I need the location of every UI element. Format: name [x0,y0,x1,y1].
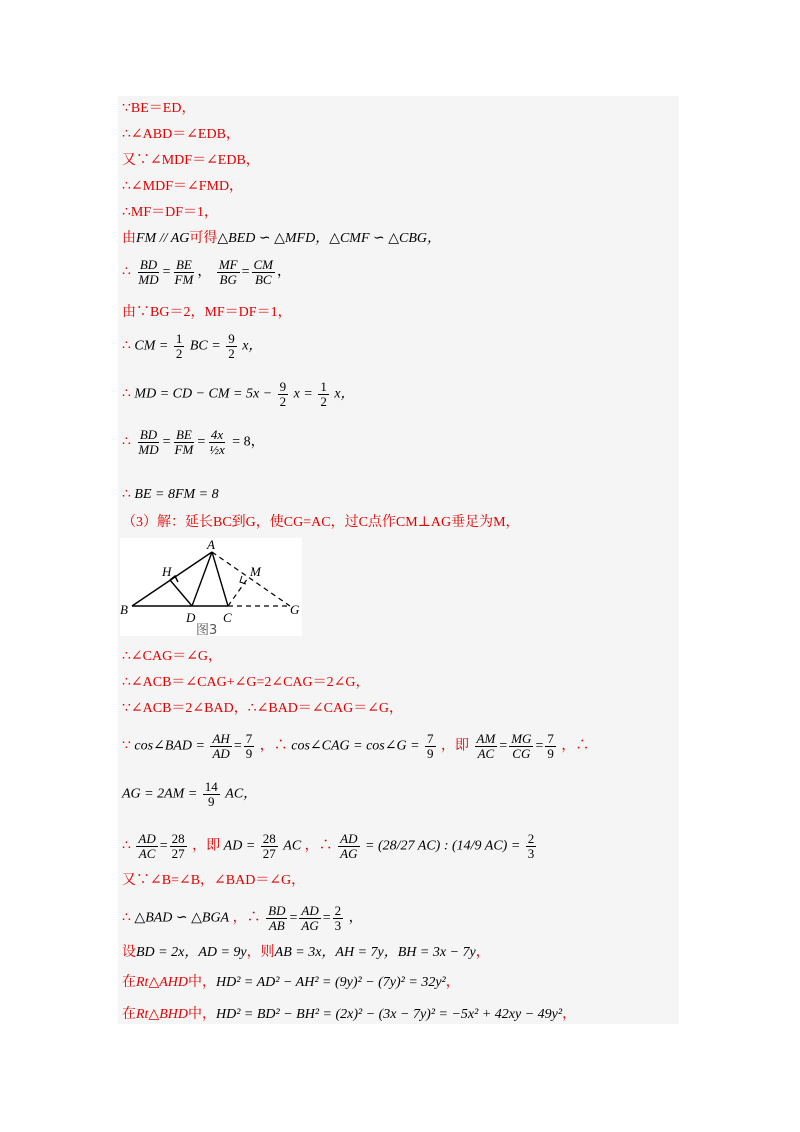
denominator: 3 [527,846,535,861]
fraction [333,904,344,933]
denominator: BC [254,272,272,287]
denominator: 27 [171,846,185,861]
expr: = 8， [232,434,265,450]
line-2: ∴∠ABD＝∠EDB， [122,127,240,142]
fraction [173,428,196,457]
denominator: AG [340,846,358,861]
therefore-sign: ∴ [122,386,131,402]
numerator: BD [268,903,286,918]
expr: AG = 2AM = [122,786,198,802]
line-23 [122,974,460,992]
therefore-sign: ，∴ [561,738,590,754]
expr: AB = 3x，AH = 7y，BH = 3x − 7y [274,945,476,960]
numerator: 1 [320,379,327,394]
therefore-sign: ，∴ [259,738,288,754]
numerator: AM [476,731,496,746]
denominator: 2 [320,394,327,409]
fraction [425,732,436,761]
triangle-name: Rt△AHD [136,975,188,990]
segment-AD [192,552,212,606]
line-18 [122,780,257,809]
line-16: ∵∠ACB＝2∠BAD，∴∠BAD＝∠CAG＝∠G， [122,701,404,716]
denominator: MD [138,272,159,287]
line-22 [122,944,490,962]
line-9 [122,332,262,361]
triangle-diagram [120,538,302,636]
line-3: 又∵∠MDF＝∠EDB， [122,153,260,168]
fraction [509,732,533,761]
line-4: ∴∠MDF＝∠FMD， [122,179,244,194]
denominator: CG [512,746,531,761]
label-H: H [162,564,172,579]
fraction [226,332,237,361]
line-21: ∴ △BAD ∽ △BGA ，∴ $\frac{BD}{AB}$ = $\frac{AD}{AG}$ = $\frac{2}{3}$ ， [122,903,363,933]
fraction [136,832,157,861]
let-word: 设 [122,945,136,960]
denominator: FM [174,442,194,457]
numerator: CM [253,257,274,272]
segment-AC [212,552,228,606]
expr: x = [293,386,313,402]
line-24 [122,1006,576,1024]
connector: ，即 [441,738,470,754]
line-7: ∴ $\frac{BD}{MD}$ = $\frac{BE}{FM}$ ， $\frac{MF}{BG}$ = $\frac{CM}{BC}$ ， [122,257,292,287]
denominator: 9 [245,746,253,761]
line-5: ∴MF＝DF＝1， [122,205,219,220]
line-20: 又∵∠B=∠B，∠BAD＝∠G， [122,873,306,888]
numerator: BE [175,427,192,442]
numerator: 7 [245,731,253,746]
fraction [207,428,227,457]
in-word: 在 [122,1007,136,1022]
because-sign: ∵ [122,738,131,754]
denominator: MD [138,442,159,457]
fraction [475,732,498,761]
numerator: AD [301,903,319,918]
line-6 [122,230,441,248]
fraction [174,332,185,361]
comma: ， [475,945,490,960]
segment-DH [170,580,192,606]
fraction [278,380,289,409]
expr: x， [242,338,263,354]
line-12 [122,486,219,504]
therefore-sign: ，∴ [232,910,261,926]
label-C: C [223,610,232,625]
therefore-sign: ∴ [122,434,131,450]
numerator: AD [138,831,156,846]
fraction [252,258,276,287]
fraction [261,832,278,861]
label-A: A [207,538,215,552]
denominator: AC [138,846,156,861]
numerator: 28 [262,831,276,846]
expr: = (28/27 AC) : (14/9 AC) = [365,838,521,854]
denominator: 2 [228,346,235,361]
line-6-a: 由 [122,231,136,246]
line-6-c: 可得 [189,231,218,246]
in-word: 中， [187,1007,216,1022]
therefore-sign: ∴ [122,487,131,502]
numerator: MG [511,731,532,746]
numerator: 2 [527,831,535,846]
line-10 [122,380,355,409]
expr: BC = [189,338,221,354]
numerator: 9 [228,331,235,346]
numerator: 2 [334,903,342,918]
numerator: AH [212,731,230,746]
segment-CM [228,578,248,606]
expr: AC [283,838,302,854]
label-G: G [290,602,300,617]
numerator: 7 [547,731,554,746]
denominator: AG [301,918,319,933]
denominator: 3 [334,918,342,933]
expr: CM = [134,338,169,354]
denominator: 9 [208,794,215,809]
fraction [217,258,240,287]
in-word: 在 [122,975,136,990]
expr: AC， [225,786,258,802]
expr: BE = 8FM = 8 [134,487,219,502]
numerator: BD [139,257,158,272]
figure-caption: 图3 [196,623,218,636]
denominator: 27 [262,846,276,861]
triangle-name: Rt△BHD [136,1007,188,1022]
therefore-sign: ∴ [122,910,131,926]
fraction [203,780,220,809]
expr: cos∠BAD = [134,738,205,754]
line-8: 由∵BG＝2，MF＝DF＝1， [122,305,292,320]
expr: HD² = BD² − BH² = (2x)² − (3x − 7y)² = −5x² + 42xy − 49y² [215,1007,563,1022]
line-11: ∴ $\frac{BD}{MD}$ = $\frac{BE}{FM}$ = $\frac{4x}{\text{½x}}$ = 8， [122,427,265,457]
numerator: 14 [204,779,218,794]
segment-AG [212,552,290,606]
connector: ，则 [246,945,275,960]
comma: ， [445,975,460,990]
therefore-sign: ∴ [122,838,131,854]
line-19: ∴ $\frac{AD}{AC}$ = $\frac{28}{27}$ ，即 AD = $\frac{28}{27}$ AC ，∴ $\frac{AD}{AG}$ = (28/27 AC) : (14/9 AC) = $\frac{2}{3}$ [122,831,535,861]
comma: ， [562,1007,577,1022]
numerator: BE [175,257,192,272]
label-D: D [186,610,196,625]
line-13: （3）解：延长BC到G，使CG=AC，过C点作CM⊥AG垂足为M， [122,515,520,530]
therefore-sign: ，∴ [304,838,333,854]
numerator: BD [139,427,158,442]
denominator: 9 [427,746,434,761]
fraction [266,904,287,933]
line-15: ∴∠ACB＝∠CAG+∠G=2∠CAG＝2∠G， [122,675,370,690]
fraction [173,258,196,287]
fraction [545,732,556,761]
fraction [244,732,255,761]
expr: AD = [223,838,256,854]
numerator: 7 [427,731,434,746]
expr: BD = 2x，AD = 9y [136,945,247,960]
figure-3 [120,538,302,636]
label-B: B [120,602,128,617]
numerator: 1 [175,331,183,346]
line-14: ∴∠CAG＝∠G， [122,649,223,664]
expr: HD² = AD² − AH² = (9y)² − (7y)² = 32y² [215,975,446,990]
connector: ，即 [192,838,221,854]
line-6-b: FM // AG [136,231,190,246]
denominator: AC [477,746,495,761]
comma: ， [348,910,363,926]
expr: △BAD ∽ △BGA [134,910,230,926]
line-6-d: △BED ∽ △MFD，△CMF ∽ △CBG， [217,231,442,246]
numerator: 9 [279,379,287,394]
denominator: BG [219,272,237,287]
denominator: AD [212,746,230,761]
denominator: FM [174,272,194,287]
denominator: 2 [279,394,287,409]
fraction [210,732,231,761]
denominator: ½x [209,442,225,457]
expr: x， [334,386,355,402]
numerator: 28 [171,831,185,846]
numerator: MF [218,257,238,272]
expr: MD = CD − CM = 5x − [134,386,273,402]
line-17: ∵ cos∠BAD = $\frac{AH}{AD}$ = $\frac{7}{9}$ ，∴ cos∠CAG = cos∠G = $\frac{7}{9}$ ，即 $\frac{AM}{AC}$ = $\frac{MG}{CG}$ = $\frac{7}{9}$ ，∴ [122,731,590,761]
line-7-therefore: ∴ [122,264,131,280]
numerator: AD [340,831,358,846]
fraction [170,832,187,861]
fraction [526,832,537,861]
expr: cos∠CAG = cos∠G = [291,738,420,754]
line-1: ∵BE＝ED， [122,101,196,116]
in-word: 中， [187,975,216,990]
label-M: M [250,564,261,579]
denominator: 2 [175,346,183,361]
denominator: AB [268,918,285,933]
therefore-sign: ∴ [122,338,131,354]
fraction [338,832,359,861]
fraction [299,904,320,933]
denominator: 9 [547,746,554,761]
fraction [136,258,160,287]
fraction [136,428,160,457]
numerator: 4x [210,427,224,442]
fraction [318,380,329,409]
